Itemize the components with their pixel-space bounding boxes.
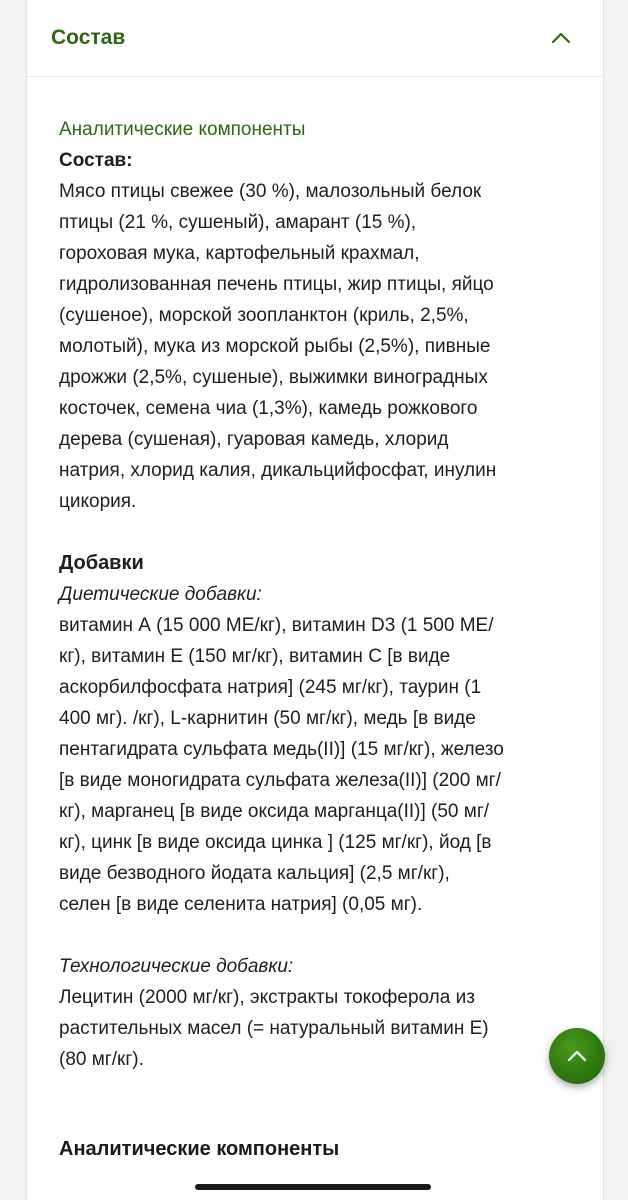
technological-additives-label: Технологические добавки: xyxy=(59,956,294,977)
dietary-line: аскорбилфосфата натрия] (245 мг/кг), таурин (1 xyxy=(59,677,482,698)
composition-line: Мясо птицы свежее (30 %), малозольный белок xyxy=(59,181,482,202)
dietary-line: кг), витамин Е (150 мг/кг), витамин С [в виде xyxy=(59,646,451,667)
accordion-header[interactable] xyxy=(27,0,603,77)
composition-content xyxy=(59,114,579,1075)
composition-line: молотый), мука из морской рыбы (2,5%), пивные xyxy=(59,336,491,357)
dietary-line: [в виде моногидрата сульфата железа(II)] (200 мг/ xyxy=(59,770,501,791)
composition-line: (сушеное), морской зоопланктон (криль, 2,5%, xyxy=(59,305,469,326)
accordion-title: Состав xyxy=(51,26,126,49)
dietary-line: кг), цинк [в виде оксида цинка ] (125 мг/кг), йод [в xyxy=(59,832,492,853)
chevron-up-icon xyxy=(565,1044,589,1068)
spacer xyxy=(59,920,579,951)
technological-line: растительных масел (= натуральный витамин Е) xyxy=(59,1018,489,1039)
chevron-up-icon[interactable] xyxy=(549,26,573,50)
analytic-subtitle: Аналитические компоненты xyxy=(59,119,306,140)
composition-card xyxy=(26,0,604,1200)
composition-line: дрожжи (2,5%, сушеные), выжимки виноградных xyxy=(59,367,488,388)
additives-heading: Добавки xyxy=(59,552,144,574)
analytic-components-heading: Аналитические компоненты xyxy=(59,1138,340,1160)
technological-line: Лецитин (2000 мг/кг), экстракты токоферола из xyxy=(59,987,475,1008)
composition-line: косточек, семена чиа (1,3%), камедь рожкового xyxy=(59,398,478,419)
composition-line: дерева (сушеная), гуаровая камедь, хлорид xyxy=(59,429,449,450)
dietary-line: кг), марганец [в виде оксида марганца(II)] (50 мг/ xyxy=(59,801,490,822)
spacer xyxy=(59,517,579,548)
dietary-line: витамин А (15 000 МЕ/кг), витамин D3 (1 500 МЕ/ xyxy=(59,615,494,636)
dietary-line: селен [в виде селенита натрия] (0,05 мг). xyxy=(59,894,423,915)
composition-line: гороховая мука, картофельный крахмал, xyxy=(59,243,420,264)
dietary-text xyxy=(59,610,579,920)
composition-line: птицы (21 %, сушеный), амарант (15 %), xyxy=(59,212,417,233)
dietary-line: пентагидрата сульфата медь(II)] (15 мг/кг), железо xyxy=(59,739,504,760)
dietary-line: виде безводного йодата кальция] (2,5 мг/кг), xyxy=(59,863,450,884)
dietary-additives-label: Диетические добавки: xyxy=(59,584,262,605)
technological-line: (80 мг/кг). xyxy=(59,1049,144,1070)
composition-line: натрия, хлорид калия, дикальцийфосфат, инулин xyxy=(59,460,497,481)
composition-text xyxy=(59,176,579,517)
technological-text xyxy=(59,982,579,1075)
home-indicator[interactable] xyxy=(195,1184,431,1190)
composition-label: Состав: xyxy=(59,150,133,171)
dietary-line: 400 мг). /кг), L-карнитин (50 мг/кг), медь [в виде xyxy=(59,708,476,729)
composition-line: цикория. xyxy=(59,491,137,512)
scroll-to-top-button[interactable] xyxy=(549,1028,605,1084)
composition-line: гидролизованная печень птицы, жир птицы, яйцо xyxy=(59,274,494,295)
